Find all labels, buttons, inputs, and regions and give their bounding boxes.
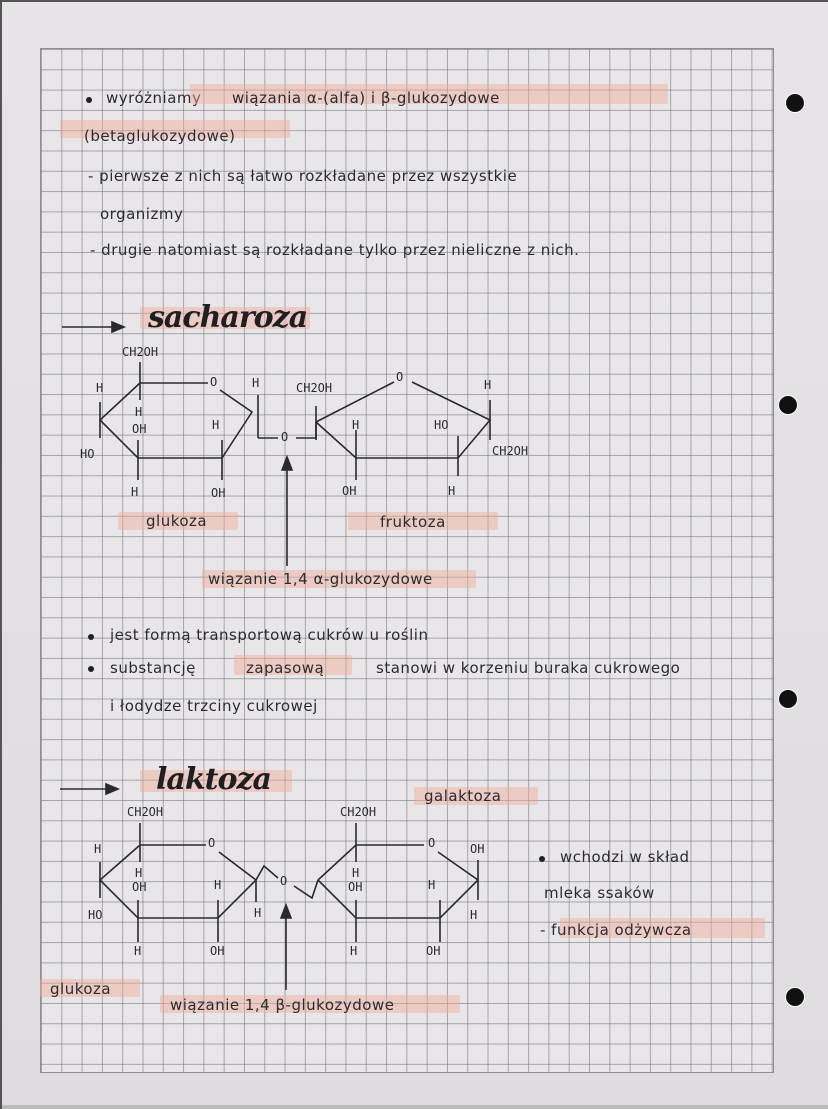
atom-label: H xyxy=(352,418,360,432)
atom-label: H xyxy=(352,866,360,880)
fact-text: substancję xyxy=(110,659,196,677)
intro-text: wyróżniamy xyxy=(106,89,202,107)
ring-label-fruktoza: fruktoza xyxy=(380,513,446,531)
fact-text: wchodzi w skład xyxy=(560,848,690,866)
atom-label: OH xyxy=(210,944,225,958)
atom-label: OH xyxy=(211,486,226,500)
atom-label: OH xyxy=(132,880,147,894)
highlighted-term: zapasową xyxy=(246,659,325,677)
atom-label: H xyxy=(214,878,222,892)
intro-text: (betaglukozydowe) xyxy=(84,127,236,145)
section-title-sacharoza: sacharoza xyxy=(148,300,308,335)
atom-label: O xyxy=(280,874,288,888)
atom-label: H xyxy=(135,866,143,880)
section-title-laktoza: laktoza xyxy=(156,762,271,797)
bullet-icon xyxy=(88,666,94,672)
punch-hole xyxy=(786,988,804,1006)
atom-label: OH xyxy=(342,484,357,498)
atom-label: OH xyxy=(426,944,441,958)
atom-label: HO xyxy=(434,418,449,432)
fact-text: - funkcja odżywcza xyxy=(540,921,692,939)
atom-label: O xyxy=(208,836,216,850)
atom-label: OH xyxy=(132,422,147,436)
atom-label: CH2OH xyxy=(122,345,159,359)
atom-label: H xyxy=(131,485,139,499)
intro-text: organizmy xyxy=(100,205,184,223)
atom-label: H xyxy=(470,908,478,922)
atom-label: H xyxy=(134,944,142,958)
atom-label: H xyxy=(135,405,143,419)
punch-hole xyxy=(779,396,797,414)
atom-label: OH xyxy=(470,842,485,856)
ring-label-glukoza: glukoza xyxy=(146,512,208,530)
atom-label: H xyxy=(96,381,104,395)
intro-text: - drugie natomiast są rozkładane tylko przez nieliczne z nich. xyxy=(90,241,580,259)
atom-label: HO xyxy=(88,908,103,922)
atom-label: CH2OH xyxy=(340,805,377,819)
intro-text: - pierwsze z nich są łatwo rozkładane przez wszystkie xyxy=(88,167,518,185)
punch-hole xyxy=(779,690,797,708)
atom-label: OH xyxy=(348,880,363,894)
atom-label: O xyxy=(428,836,436,850)
fact-text: mleka ssaków xyxy=(544,884,655,902)
fact-text: stanowi w korzeniu buraka cukrowego xyxy=(376,659,681,677)
ring-label-glukoza: glukoza xyxy=(50,980,112,998)
fact-text: jest formą transportową cukrów u roślin xyxy=(110,626,429,644)
highlighted-term: wiązania α-(alfa) i β-glukozydowe xyxy=(232,89,500,107)
atom-label: CH2OH xyxy=(127,805,164,819)
atom-label: HO xyxy=(80,447,95,461)
atom-label: O xyxy=(281,430,289,444)
atom-label: CH2OH xyxy=(492,444,529,458)
punch-hole xyxy=(786,94,804,112)
atom-label: H xyxy=(428,878,436,892)
atom-label: O xyxy=(210,375,218,389)
bond-label: wiązanie 1,4 α-glukozydowe xyxy=(208,570,433,588)
fact-text: i łodydze trzciny cukrowej xyxy=(110,697,318,715)
atom-label: H xyxy=(484,378,492,392)
bullet-icon xyxy=(86,97,92,103)
ring-label-galaktoza: galaktoza xyxy=(424,787,502,805)
bullet-icon xyxy=(88,634,94,640)
atom-label: O xyxy=(396,370,404,384)
atom-label: H xyxy=(212,418,220,432)
bullet-icon xyxy=(539,856,545,862)
atom-label: H xyxy=(252,376,260,390)
atom-label: H xyxy=(350,944,358,958)
atom-label: CH2OH xyxy=(296,381,333,395)
atom-label: H xyxy=(94,842,102,856)
bond-label: wiązanie 1,4 β-glukozydowe xyxy=(170,996,395,1014)
atom-label: H xyxy=(448,484,456,498)
atom-label: H xyxy=(254,906,262,920)
